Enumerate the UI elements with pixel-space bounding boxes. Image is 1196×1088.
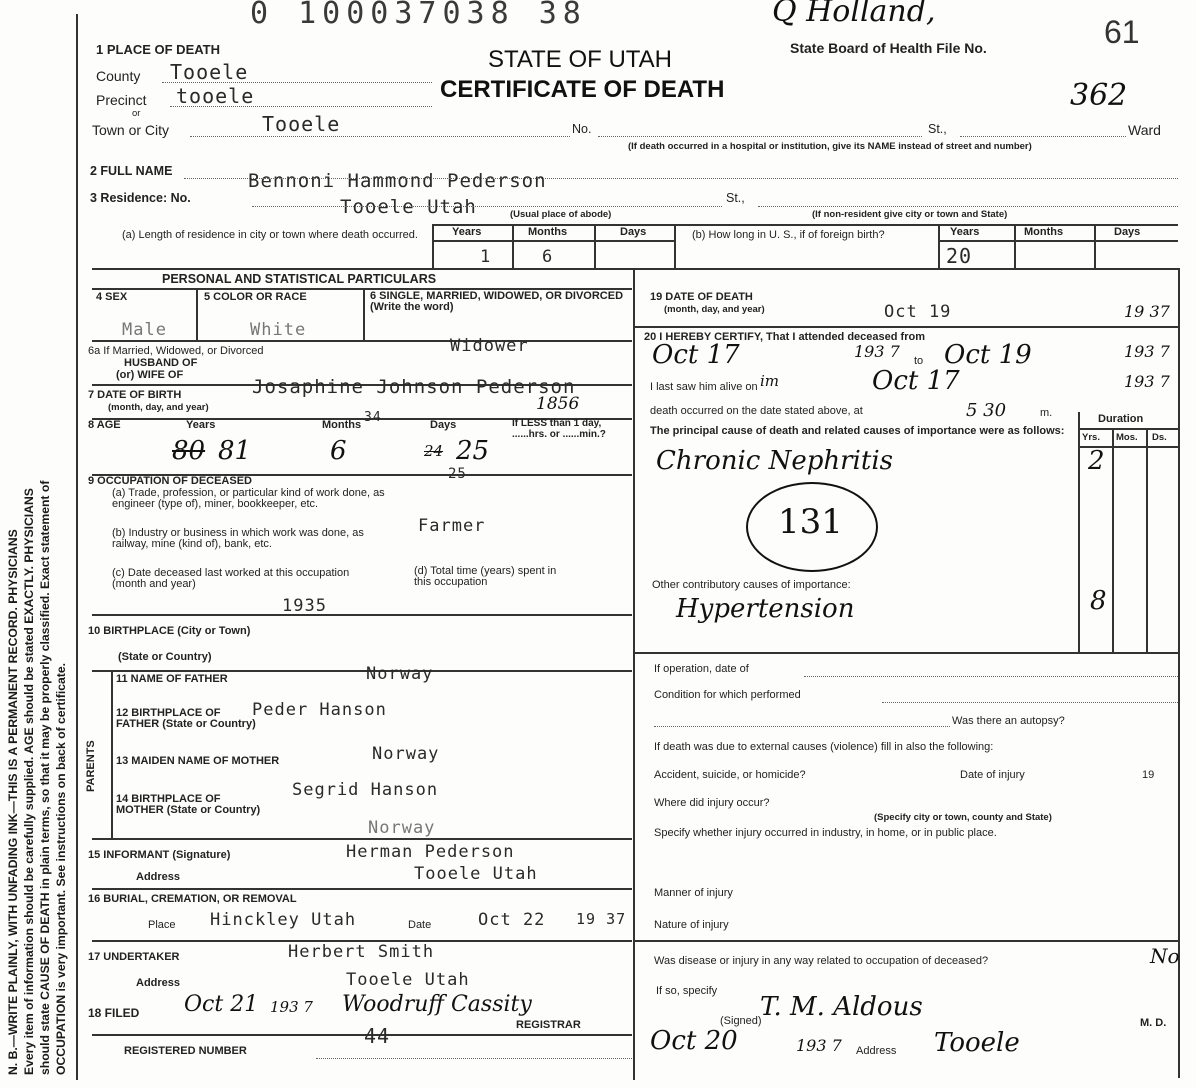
sex-value: Male <box>122 320 167 340</box>
age-months: 6 <box>330 436 347 466</box>
attended-from: Oct 17 <box>652 340 740 370</box>
cause-code: 131 <box>778 502 843 542</box>
full-name-value: Bennoni Hammond Pederson <box>248 170 547 192</box>
burial-place-value: Hinckley Utah <box>210 910 357 930</box>
last-worked-value: 1935 <box>282 596 327 616</box>
certificate-title: CERTIFICATE OF DEATH <box>440 76 725 103</box>
file-no-label: State Board of Health File No. <box>790 40 987 56</box>
undertaker-address-value: Tooele Utah <box>346 970 470 990</box>
top-handwritten-note: Q Holland, <box>772 0 936 29</box>
county-value: Tooele <box>170 60 249 84</box>
personal-heading: PERSONAL AND STATISTICAL PARTICULARS <box>162 272 437 286</box>
spouse-value: Josaphine Johnson Pederson <box>252 376 576 398</box>
father-birthplace-value: Norway <box>372 744 440 764</box>
stamped-certificate-number: 0 100037038 38 <box>250 0 587 31</box>
file-no-handwritten: 362 <box>1070 78 1128 113</box>
last-saw-value: Oct 17 <box>872 366 960 396</box>
town-value: Tooele <box>262 112 341 136</box>
cause-duration-years: 2 <box>1088 446 1105 476</box>
side-line-2: Every item of information should be carefully supplied. AGE should be stated EXACTLY. PHYSICIANS <box>22 488 36 1075</box>
personal-top-rule <box>92 268 1180 270</box>
color-value: White <box>250 320 307 340</box>
father-value: Peder Hanson <box>252 700 387 720</box>
place-of-death-heading: 1 PLACE OF DEATH <box>96 42 220 57</box>
center-divider <box>633 268 635 1080</box>
filed-date: Oct 21 <box>184 992 259 1017</box>
side-line-3: should state CAUSE OF DEATH in plain terms, so that it may be properly classified. Exact statement of <box>38 480 52 1075</box>
precinct-value: tooele <box>176 84 255 108</box>
registered-number: 44 <box>364 1024 391 1048</box>
parents-label: PARENTS <box>85 740 97 792</box>
occupation-value: Farmer <box>418 516 486 536</box>
undertaker-value: Herbert Smith <box>288 942 435 962</box>
age-crossed: 80 <box>172 436 206 466</box>
informant-value: Herman Pederson <box>346 842 515 862</box>
attended-to: Oct 19 <box>944 340 1032 370</box>
file-no-stamp: 61 <box>1104 14 1140 50</box>
time-of-death: 5 30 <box>966 400 1007 421</box>
residence-years: 1 <box>480 247 492 267</box>
age-years: 81 <box>218 436 252 466</box>
age-days: 25 <box>456 436 490 466</box>
contrib-duration-years: 8 <box>1090 586 1107 616</box>
birthplace-value: Norway <box>366 664 434 684</box>
marital-value: Widower <box>450 336 529 356</box>
dob-value: 1856 <box>536 394 580 414</box>
physician-address: Tooele <box>934 1028 1020 1058</box>
principal-cause: Chronic Nephritis <box>656 446 893 476</box>
occupation-related-answer: No <box>1150 944 1180 968</box>
mother-value: Segrid Hanson <box>292 780 439 800</box>
physician-signature: T. M. Aldous <box>760 992 923 1022</box>
side-line-4: OCCUPATION is very important. See instructions on back of certificate. <box>54 663 68 1075</box>
residence-months: 6 <box>542 247 554 267</box>
burial-date-value: Oct 22 <box>478 910 546 930</box>
form-left-border <box>76 14 78 1080</box>
date-of-death-value: Oct 19 <box>884 302 952 322</box>
informant-address-value: Tooele Utah <box>414 864 538 884</box>
residence-value: Tooele Utah <box>340 196 477 218</box>
signed-date: Oct 20 <box>650 1026 738 1056</box>
mother-birthplace-value: Norway <box>368 818 436 838</box>
state-heading: STATE OF UTAH <box>488 46 672 73</box>
contributory-cause: Hypertension <box>676 594 855 624</box>
us-years: 20 <box>946 244 973 268</box>
registrar-signature: Woodruff Cassity <box>342 992 532 1017</box>
side-line-1: N. B.—WRITE PLAINLY, WITH UNFADING INK—THIS IS A PERMANENT RECORD. PHYSICIANS <box>6 529 20 1075</box>
